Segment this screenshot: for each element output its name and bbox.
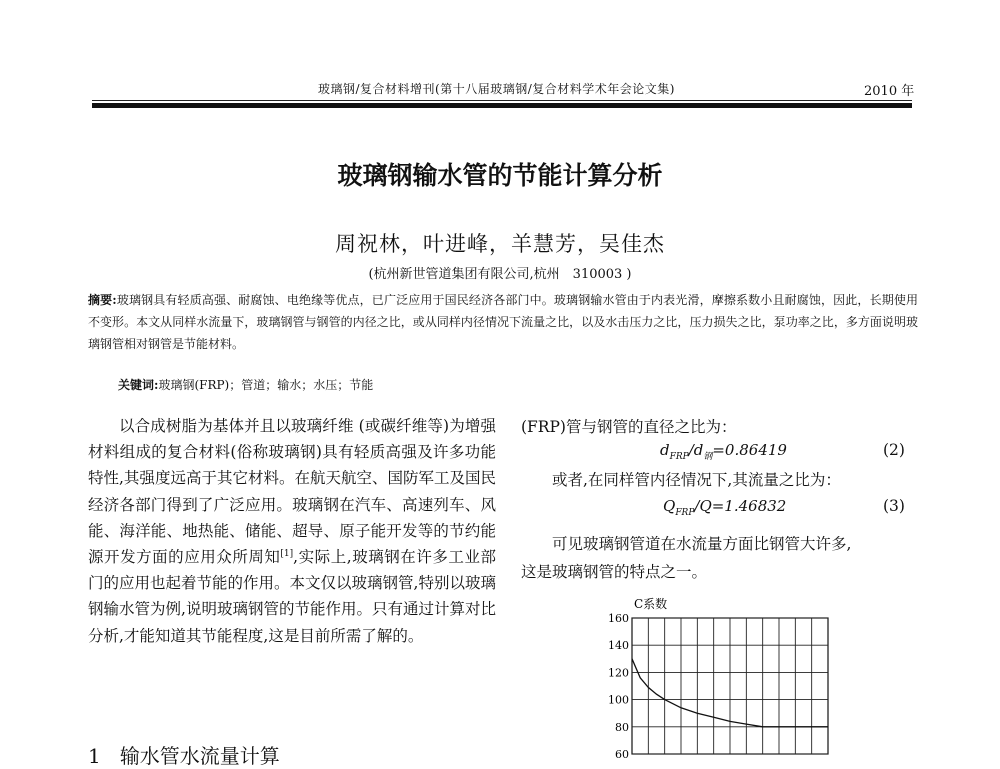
paper-authors: 周祝林，叶进峰，羊慧芳，吴佳杰 [335, 232, 665, 256]
keywords-text: 玻璃钢(FRP)；管道；输水；水压；节能 [158, 378, 374, 392]
intro-text-b: ,实际上,玻璃钢在许多工业部门的应用也起着节能的作用。本文仅以玻璃钢管,特别以玻璃钢输水管为例,说明玻璃钢管的节能作用。只有通过计算对比分析,才能知道其节能程度,这是目前所需了解的。 [88, 548, 496, 645]
chart-title: C系数 [634, 597, 668, 611]
equation-3: $Q_{FRP}/Q=1.46832$ [663, 497, 787, 518]
keywords [118, 376, 373, 393]
paper-title: 玻璃钢输水管的节能计算分析 [337, 161, 663, 190]
paper-affiliation: (杭州新世管道集团有限公司,杭州 310003 ) [368, 267, 632, 282]
reference-mark[interactable]: [1] [280, 548, 294, 559]
section-title: 输水管水流量计算 [119, 744, 280, 768]
chart-grid [632, 618, 828, 754]
header-rule-thin [92, 100, 912, 101]
chart-y-tick-label: 60 [615, 748, 629, 760]
right-line-2: 或者,在同样管内径情况下,其流量之比为： [552, 471, 841, 489]
c-coefficient-chart [596, 596, 836, 760]
abstract-text: 玻璃钢具有轻质高强、耐腐蚀、电绝缘等优点，已广泛应用于国民经济各部门中。玻璃钢输水管由于内表光滑，摩擦系数小且耐腐蚀，因此，长期使用不变形。本文从同样水流量下，玻璃钢管与钢管的内径之比，或从同样内径情况下流量之比，以及水击压力之比，压力损失之比，泵功率之比，多方面说明玻璃钢管相对钢管是节能材料。 [88, 293, 918, 351]
chart-y-tick-label: 120 [608, 666, 629, 680]
right-line-3: 可见玻璃钢管道在水流量方面比钢管大许多, [552, 535, 852, 553]
running-header: 玻璃钢/复合材料增刊(第十八届玻璃钢/复合材料学术年会论文集) [318, 82, 675, 96]
right-line-1: (FRP)管与钢管的直径之比为： [521, 418, 737, 436]
chart-y-tick-label: 80 [615, 720, 629, 734]
header-rule-thick [92, 103, 912, 108]
equation-2-number: (2) [883, 441, 905, 459]
section-heading [88, 740, 280, 769]
right-line-4: 这是玻璃钢管的特点之一。 [521, 563, 708, 581]
section-number: 1 [88, 744, 101, 768]
equation-3-number: (3) [883, 497, 905, 515]
chart-y-ticks [608, 612, 629, 760]
abstract [88, 289, 918, 355]
equation-2: $d_{FRP}/d_钢=0.86419$ [660, 441, 787, 462]
header-year: 2010 年 [864, 84, 915, 99]
intro-text-a: 以合成树脂为基体并且以玻璃纤维 (或碳纤维等)为增强材料组成的复合材料(俗称玻璃钢)具有轻质高强及许多功能特性,其强度远高于其它材料。在航天航空、国防军工及国民经济各部门得到了广泛应用。玻璃钢在汽车、高速列车、风能、海洋能、地热能、储能、超导、原子能开发等的节约能源开发方面的应用众所周知 [88, 417, 496, 567]
intro-paragraph [88, 413, 496, 649]
chart-y-tick-label: 140 [608, 639, 629, 653]
chart-y-tick-label: 160 [608, 612, 629, 625]
chart-y-tick-label: 100 [608, 693, 629, 707]
abstract-label: 摘要: [88, 293, 117, 307]
keywords-label: 关键词: [118, 378, 159, 392]
